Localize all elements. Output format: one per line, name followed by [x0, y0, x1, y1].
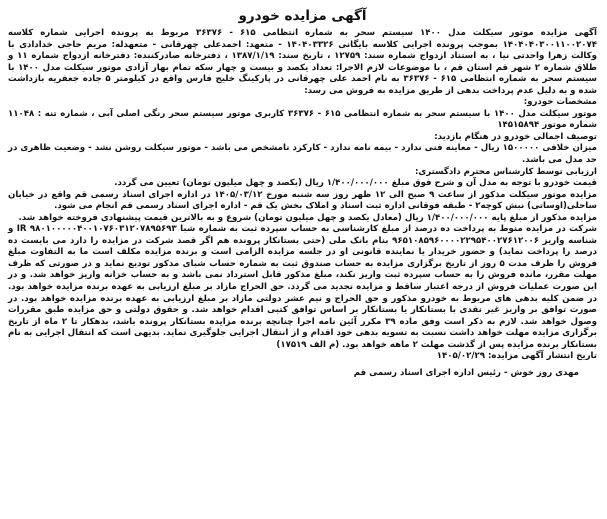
appraisal-heading: ارزیابی توسط کارشناس محترم دادگستری: — [414, 166, 597, 177]
terms-paragraph: شرکت در مزایده منوط به پرداخت ده درصد از مبلغ کارشناسی به حساب سپرده ثبت به شماره شبا IR ۹۸۰۱۰۰۰۰۰۴۰۰۱۰۷۶۰۳۱۲۰۷۸۹۵۶۹۳ و شناسه واریز ۹۶۵۱۰۸۵۹۶۰۰۰۰۲۲۹۵۴۰۰۲۷۶۱۲۰۰۶ بنام بانک ملی (حتی بستانکار پرونده هم اگر قصد شرکت در مزایده را دارد می بایست ده درصد را پرداخت نماید) و حضور خریدار یا نماینده قانونی او در جلسه مزایده الزامی است و برنده مزایده مکلف است ما به التفاوت مبلغ فروش را ظرف مدت ۵ روز از تاریخ برگزاری مزایده به حساب صندوق ثبت به شماره حساب شبای مذکور تودیع نماید و در صورتی که ظرف مهلت مقرر، مانده فروش را به حساب سپرده ثبت واریز نکند، مبلغ مذکور قابل استرداد نمی باشد و به حساب خزانه واریز خواهد شد. و در این صورت عملیات فروش از درجه اعتبار ساقط و مزایده تجدید می گردد. حق الحراج مازاد بر مبلغ ارزیابی به عهده برنده مزایده خواهد بود. در ضمن کلیه بدهی های مربوط به خودرو مذکور و حق الحراج و نیم عشر دولتی مازاد بر مبلغ ارزیابی به عهده برنده مزایده خواهد بود. در صورت توافق بر واریز غیر نقدی با بستانکار یا بستانکار بر اساس توافق کتبی اقدام خواهد شد. و حقوق دولتی و حق مزایده طبق مقررات وصول خواهد شد. لازم به ذکر است وفق ماده ۳۹ مکرر آئین نامه اجرا چنانچه برنده مزایده بستانکار پرونده باشد، بدهکار تا ۲ ماه از تاریخ برگزاری مزایده مهلت خواهد داشت نسبت به تسویه بدهی خود اقدام و از انتقال اجرایی جلوگیری نماید. بدیهی است که انتقال اجرایی به نام بستانکار برنده مزایده پس از گذشت مهلت ۲ ماهه خواهد بود. (م الف ۱۷۵۱۹) — [8, 224, 598, 350]
auction-time-paragraph: مزایده موتور سیکلت مذکور از ساعت ۹ صبح الی ۱۲ ظهر روز سه شنبه مورخ ۱۴۰۵/۰۳/۱۲ در اداره اجرای اسناد رسمی قم واقع در خیابان ساحلی(اوساتی) نبش کوچه۲ - طبقه فوقانی اداره ثبت اسناد و املاک بخش یک قم - اداره اجرای اسناد رسمی قم انجام می شود. — [8, 189, 597, 212]
intro-paragraph: آگهی مزایده موتور سیکلت مدل ۱۴۰۰ سیستم سحر به شماره انتظامی ۶۱۵ - ۳۶۳۷۶ مربوط به پرونده اجرایی شماره کلاسه ۱۴۰۴۰۴۰۳۰۰۱۱۰۰۲۰۷۴ بموجب پرونده اجرایی کلاسه بایگانی ۱۴۰۴۰۳۳۲۶ - متعهد: احمدعلی چهرقانی - متعهدله: مریم حاجی خدادادی با وکالت زهرا واحدتی نیا ، به استناد ازدواج شماره سند: ۱۲۷۵۹ ، تاریخ سند: ۱۳۸۷/۱/۱۹ ، دفترخانه صادرکننده: دفترخانه ازدواج شماره ۱۱ و طلاق شماره ۲ شهر قم استان قم ، با موضوعات لازم الاجرا: تعداد یکصد و بیست و چهار سکه تمام بهار آزادی موتور سیکلت مدل ۱۴۰۰ با سیستم سحر به شماره انتظامی ۶۱۵ - ۳۶۳۷۶ به نام احمد علی چهرقانی در پارکینگ خلیج فارس واقع در کیلومتر ۵ جاده جعفریه بازداشت شده و به دلیل عدم پرداخت بدهی از طریق مزایده به فروش می رسد: — [8, 28, 597, 96]
base-price-paragraph: مزایده مذکور از مبلغ پایه ۱/۴۰۰/۰۰۰/۰۰۰ ریال (معادل یکصد و چهل میلیون تومان) شروع و به بالاترین قیمت پیشنهادی فروخته خواهد شد. — [18, 212, 597, 223]
condition-heading: توصیف اجمالی خودرو در هنگام بازدید: — [434, 131, 597, 142]
condition-paragraph: میزان خلافی ۱۵۰۰۰۰۰ ریال - معاینه فنی ندارد - بیمه نامه ندارد - کارکرد نامشخص می باشد - موتور سیکلت روشن نشد - وضعیت ظاهری در حد مدل می باشد. — [8, 143, 597, 166]
specs-heading: مشخصات خودرو: — [523, 97, 597, 108]
notice-title: آگهی مزایده خودرو — [238, 8, 367, 24]
signature: مهدی روز خوش - رئیس اداره اجرای اسناد رسمی قم — [353, 367, 579, 378]
publish-date: تاریخ انتشار آگهی مزایده: ۱۴۰۵/۰۲/۲۹ — [436, 351, 597, 362]
specs-paragraph: موتور سیکلت مدل ۱۴۰۰ با سیستم سحر به شماره انتظامی ۶۱۵ - ۳۶۳۷۶ کاربری موتور سیستم سحر رنگی اصلی آبی ، شماره تنه : ۱۱۰۴۸ شماره موتور ۱۴۵۱۵۸۹۴ — [8, 108, 598, 131]
price-paragraph: قیمت خودرو با توجه به مدل آن و شرح فوق مبلغ ۱/۴۰۰/۰۰۰/۰۰۰ ریال (یکصد و چهل میلیون تومان) تعیین می گردد. — [114, 178, 597, 189]
